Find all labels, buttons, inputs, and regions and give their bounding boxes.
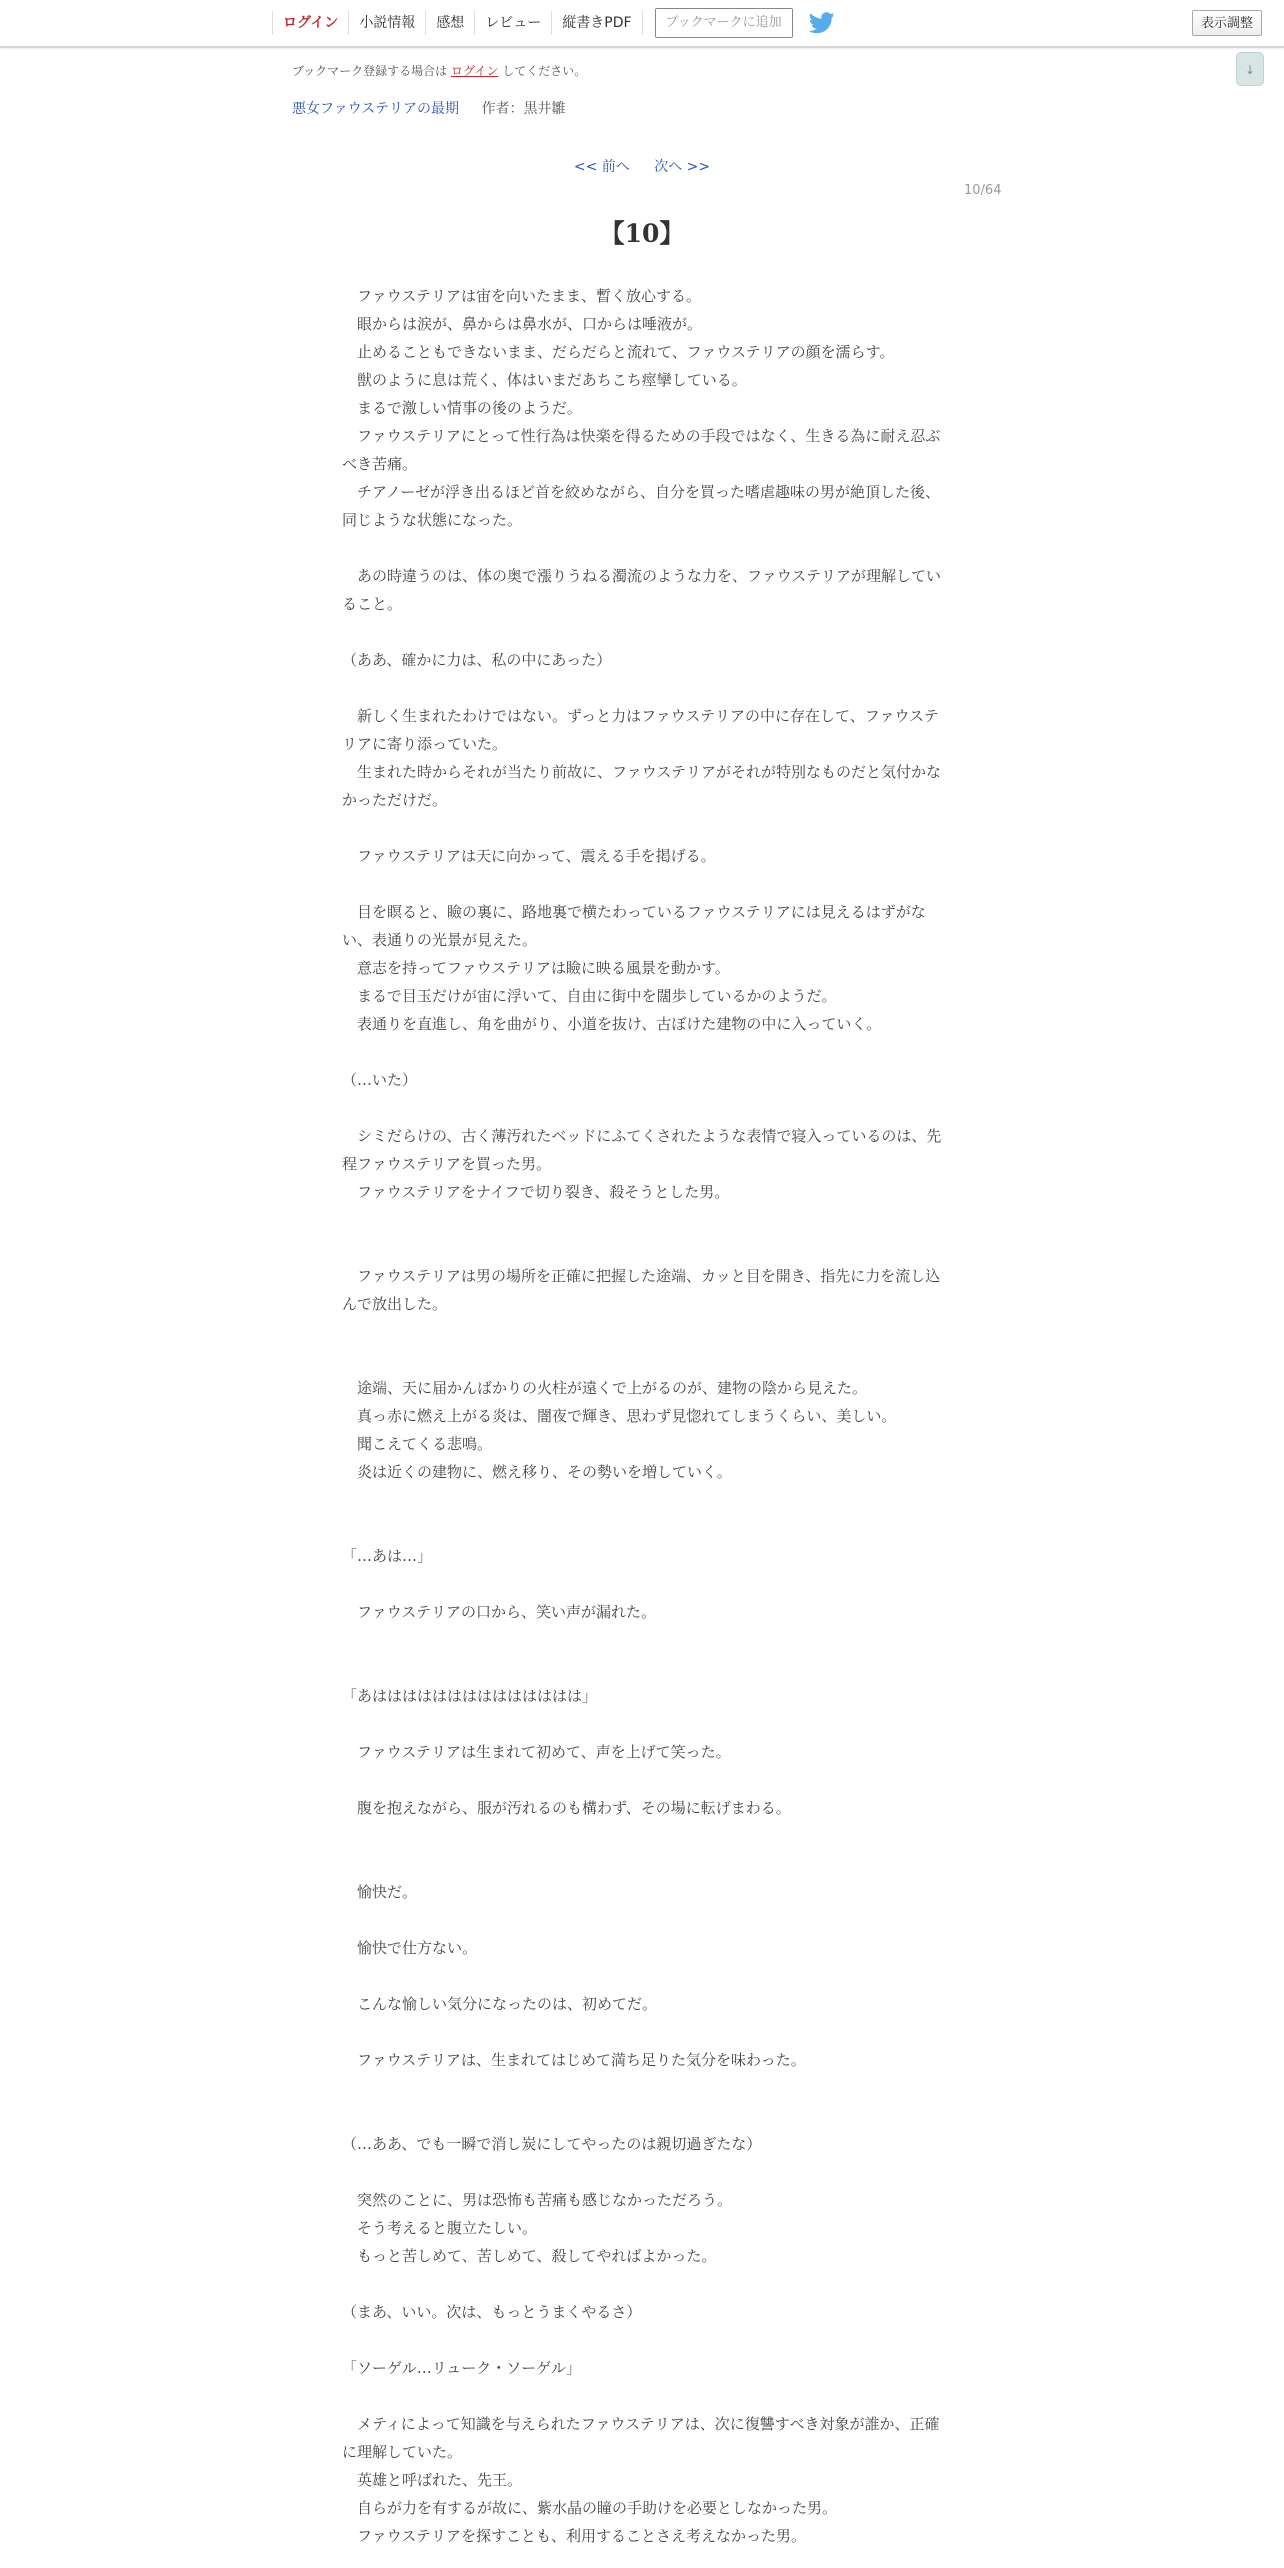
novel-line <box>342 2158 942 2186</box>
novel-line: ファウステリアをナイフで切り裂き、殺そうとした男。 <box>342 1183 730 1201</box>
nav-login-link[interactable]: ログイン <box>272 11 348 35</box>
add-bookmark-button[interactable]: ブックマークに追加 <box>655 8 793 38</box>
novel-line: ファウステリアの口から、笑い声が漏れた。 <box>342 1603 656 1621</box>
novel-line <box>342 2326 942 2354</box>
novel-line: ファウステリアは、生まれてはじめて満ち足りた気分を味わった。 <box>342 2051 806 2069</box>
novel-line <box>342 1094 942 1122</box>
novel-line <box>342 618 942 646</box>
novel-line <box>342 1962 942 1990</box>
novel-line: 新しく生まれたわけではない。ずっと力はファウステリアの中に存在して、ファウステリアに寄り添っていた。 <box>342 707 939 753</box>
notice-login-link[interactable]: ログイン <box>451 64 499 78</box>
novel-line <box>342 1318 942 1346</box>
author-name: 作者：黒井雛 <box>481 101 566 117</box>
novel-line <box>342 870 942 898</box>
view-settings-button[interactable]: 表示調整 <box>1192 10 1262 36</box>
novel-line: （まあ、いい。次は、もっとうまくやるさ） <box>342 2303 642 2321</box>
novel-line: ファウステリアは男の場所を正確に把握した途端、カッと目を開き、指先に力を流し込んで放出した。 <box>342 1267 941 1313</box>
nav-novel-info-link[interactable]: 小説情報 <box>348 11 425 35</box>
novel-line: シミだらけの、古く薄汚れたベッドにふてくされたような表情で寝入っているのは、先程ファウステリアを買った男。 <box>342 1127 942 1173</box>
novel-line: そう考えると腹立たしい。 <box>342 2219 538 2237</box>
novel-line: 自らが力を有するが故に、紫水晶の瞳の手助けを必要としなかった男。 <box>342 2499 838 2517</box>
header-nav <box>272 0 835 46</box>
novel-line: 表通りを直進し、角を曲がり、小道を抜け、古ぼけた建物の中に入っていく。 <box>342 1015 882 1033</box>
novel-line: ファウステリアを探すことも、利用することさえ考えなかった男。 <box>342 2527 806 2545</box>
chapter-page-count: 10/64 <box>964 183 1002 198</box>
prev-chapter-link[interactable]: << 前へ <box>573 159 630 175</box>
novel-line <box>342 1570 942 1598</box>
novel-line: ファウステリアは宙を向いたまま、暫く放心する。 <box>342 287 701 305</box>
novel-line <box>342 1486 942 1514</box>
novel-line: 愉快で仕方ない。 <box>342 1939 478 1957</box>
novel-line: 「…あは…」 <box>342 1547 433 1565</box>
scroll-down-icon[interactable]: ↓ <box>1236 52 1264 86</box>
novel-line: （ああ、確かに力は、私の中にあった） <box>342 651 612 669</box>
novel-line: 真っ赤に燃え上がる炎は、闇夜で輝き、思わず見惚れてしまうくらい、美しい。 <box>342 1407 897 1425</box>
novel-line <box>342 2018 942 2046</box>
novel-line: ファウステリアは天に向かって、震える手を掲げる。 <box>342 847 716 865</box>
novel-line <box>342 534 942 562</box>
novel-line: 腹を抱えながら、服が汚れるのも構わず、その場に転げまわる。 <box>342 1799 791 1817</box>
novel-line: メティによって知識を与えられたファウステリアは、次に復讐すべき対象が誰か、正確に理解していた。 <box>342 2415 940 2461</box>
twitter-icon[interactable] <box>809 12 835 34</box>
novel-line: 聞こえてくる悲鳴。 <box>342 1435 493 1453</box>
top-header <box>0 0 1284 48</box>
novel-line: ファウステリアにとって性行為は快楽を得るための手段ではなく、生きる為に耐え忍ぶべき苦痛。 <box>342 427 941 473</box>
novel-line <box>342 1206 942 1234</box>
bookmark-login-notice <box>292 62 586 79</box>
novel-line <box>342 2382 942 2410</box>
novel-title-link[interactable]: 悪女ファウステリアの最期 <box>292 101 460 117</box>
novel-line <box>342 1038 942 1066</box>
novel-line <box>342 2102 942 2130</box>
chapter-pager <box>0 156 1284 176</box>
novel-line: あの時違うのは、体の奥で漲りうねる濁流のような力を、ファウステリアが理解していること。 <box>342 567 941 613</box>
novel-line <box>342 1850 942 1878</box>
novel-line <box>342 814 942 842</box>
novel-line: （…いた） <box>342 1071 418 1089</box>
novel-line <box>342 1626 942 1654</box>
novel-line: 炎は近くの建物に、燃え移り、その勢いを増していく。 <box>342 1463 732 1481</box>
novel-line: 目を瞑ると、瞼の裏に、路地裏で横たわっているファウステリアには見えるはずがない、表通りの光景が見えた。 <box>342 903 926 949</box>
novel-line: 英雄と呼ばれた、先王。 <box>342 2471 523 2489</box>
novel-line: 途端、天に届かんばかりの火柱が遠くで上がるのが、建物の陰から見えた。 <box>342 1379 868 1397</box>
novel-line <box>342 2270 942 2298</box>
novel-line: もっと苦しめて、苦しめて、殺してやればよかった。 <box>342 2247 717 2265</box>
novel-line <box>342 1346 942 1374</box>
nav-review-link[interactable]: レビュー <box>474 11 551 35</box>
novel-line: チアノーゼが浮き出るほど首を絞めながら、自分を買った嗜虐趣味の男が絶頂した後、同じような状態になった。 <box>342 483 941 529</box>
notice-text-after: してください。 <box>502 64 587 78</box>
novel-line: 意志を持ってファウステリアは瞼に映る風景を動かす。 <box>342 959 730 977</box>
novel-line: 愉快だ。 <box>342 1883 418 1901</box>
novel-line: 「あはははははははははははははは」 <box>342 1687 598 1705</box>
novel-line: 突然のことに、男は恐怖も苦痛も感じなかっただろう。 <box>342 2191 733 2209</box>
chapter-title: 【10】 <box>599 219 685 248</box>
novel-line: （…ああ、でも一瞬で消し炭にしてやったのは親切過ぎたな） <box>342 2135 762 2153</box>
novel-line <box>342 1654 942 1682</box>
novel-line: ファウステリアは生まれて初めて、声を上げて笑った。 <box>342 1743 731 1761</box>
novel-line <box>342 1234 942 1262</box>
notice-text-before: ブックマーク登録する場合は <box>292 64 448 78</box>
novel-body-text <box>342 282 942 2550</box>
novel-line <box>342 674 942 702</box>
novel-line: こんな愉しい気分になったのは、初めてだ。 <box>342 1995 658 2013</box>
novel-line: まるで目玉だけが宙に浮いて、自由に街中を闊歩しているかのようだ。 <box>342 987 837 1005</box>
novel-title-row <box>292 98 565 118</box>
next-chapter-link[interactable]: 次へ >> <box>654 159 711 175</box>
novel-line: 止めることもできないまま、だらだらと流れて、ファウステリアの顔を濡らす。 <box>342 343 895 361</box>
novel-line <box>342 1906 942 1934</box>
novel-line: まるで激しい情事の後のようだ。 <box>342 399 582 417</box>
novel-line <box>342 2074 942 2102</box>
novel-line <box>342 1766 942 1794</box>
novel-line <box>342 1514 942 1542</box>
novel-line: 生まれた時からそれが当たり前故に、ファウステリアがそれが特別なものだと気付かなかっただけだ。 <box>342 763 941 809</box>
nav-vertical-pdf-link[interactable]: 縦書きPDF <box>551 11 642 35</box>
novel-line: 「ソーゲル…リューク・ソーゲル」 <box>342 2359 581 2377</box>
novel-line: 獣のように息は荒く、体はいまだあちこち痙攣している。 <box>342 371 747 389</box>
novel-line <box>342 1710 942 1738</box>
novel-line: 眼からは涙が、鼻からは鼻水が、口からは唾液が。 <box>342 315 703 333</box>
novel-line <box>342 1822 942 1850</box>
nav-impressions-link[interactable]: 感想 <box>425 11 474 35</box>
